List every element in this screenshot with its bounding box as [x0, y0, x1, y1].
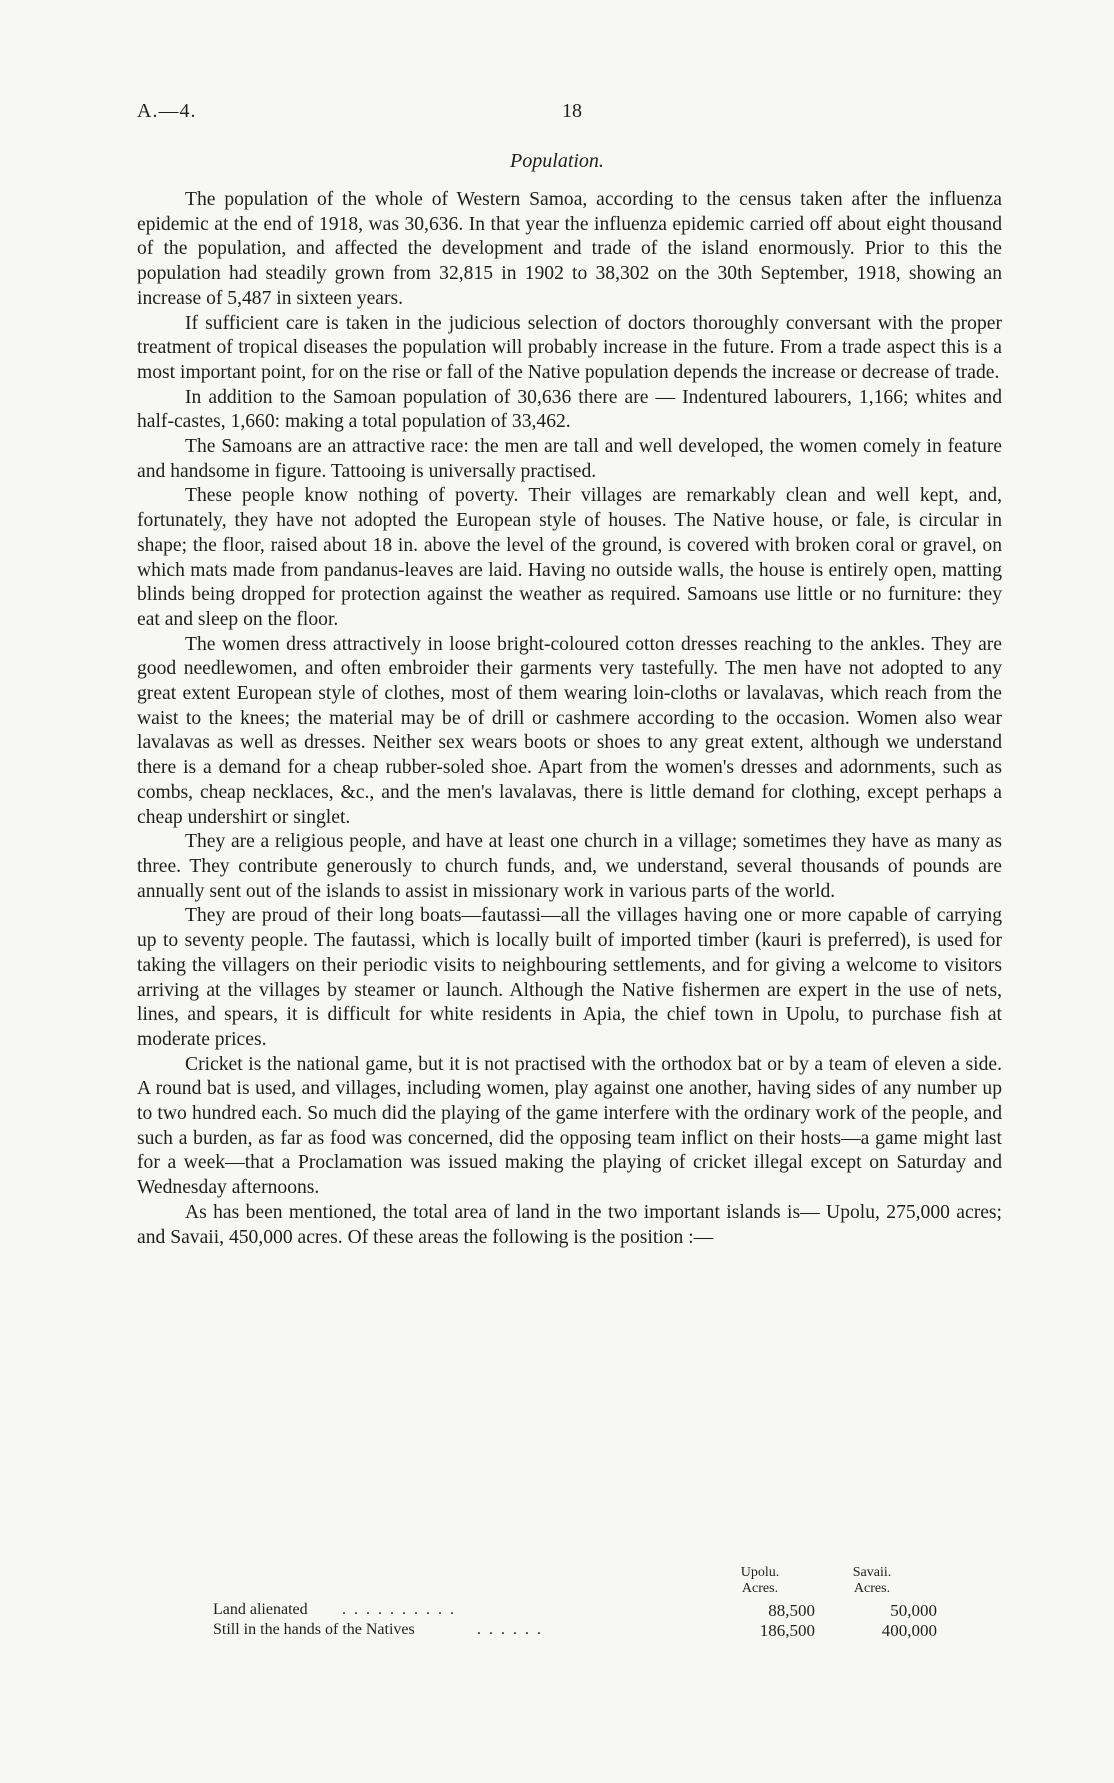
dot-leader: . . . . . . [477, 1621, 543, 1638]
page-header [137, 100, 977, 130]
paragraph: As has been mentioned, the total area of land in the two important islands is— Upolu, 275,000 acres; and Savaii, 450,000 acres. Of these areas the following is the position :— [137, 1201, 1002, 1248]
paragraph: The population of the whole of Western Samoa, according to the census taken after the influenza epidemic at the end of 1918, was 30,636. In that year the influenza epidemic carried off about eight thousand of the population, and affected the development and trade of the island enormously. Prior to this the population had steadily grown from 32,815 in 1902 to 38,302 on the 30th September, 1918, showing an increase of 5,487 in sixteen years. [137, 189, 1002, 309]
section-title: Population. [510, 150, 604, 172]
table-row [137, 1601, 1002, 1621]
table-header-row [137, 1565, 1002, 1601]
savaii-acres: 400,000 [881, 1621, 937, 1640]
column-unit: Acres. [741, 1581, 779, 1596]
paragraph: In addition to the Samoan population of 30,636 there are — Indentured labourers, 1,166; whites and half-castes, 1,660: making a total population of 33,462. [137, 386, 1002, 433]
column-name: Upolu. [740, 1565, 780, 1580]
upolu-acres: 186,500 [759, 1621, 815, 1640]
page-number: 18 [562, 100, 582, 122]
paragraph: The women dress attractively in loose bright-coloured cotton dresses reaching to the ankles. They are good needlewomen, and often embroider their garments very tastefully. The men have not adopted to any great extent European style of clothes, most of them wearing loin-cloths or lavalavas, which reach from the waist to the knees; the material may be of drill or cashmere according to the occasion. Women also wear lavalavas as well as dresses. Neither sex wears boots or shoes to any great extent, although we understand there is a demand for a cheap rubber-soled shoe. Apart from the women's dresses and adornments, such as combs, cheap necklaces, &c., and the men's lavalavas, there is little demand for clothing, except perhaps a cheap undershirt or singlet. [137, 633, 1002, 828]
column-header-upolu [705, 1565, 815, 1597]
column-unit: Acres. [853, 1581, 891, 1596]
column-header-savaii [817, 1565, 927, 1597]
dot-leader: . . . . . . . . . . [342, 1601, 456, 1618]
savaii-acres: 50,000 [890, 1601, 937, 1620]
paragraph: If sufficient care is taken in the judicious selection of doctors thoroughly conversant with the proper treatment of tropical diseases the population will probably increase in the future. From a trade aspect this is a most important point, for on the rise or fall of the Native population depends the increase or decrease of trade. [137, 312, 1002, 383]
row-label: Land alienated [213, 1601, 308, 1618]
land-position-table [137, 1565, 1002, 1641]
paragraph: They are a religious people, and have at least one church in a village; sometimes they have as many as three. They contribute generously to church funds, and, we understand, several thousands of pounds are annually sent out of the islands to assist in missionary work in various parts of the world. [137, 831, 1002, 902]
document-reference: A.—4. [137, 100, 197, 122]
row-label: Still in the hands of the Natives [213, 1621, 415, 1638]
paragraph: The Samoans are an attractive race: the men are tall and well developed, the women comely in feature and handsome in figure. Tattooing is universally practised. [137, 436, 1002, 482]
paragraph: These people know nothing of poverty. Their villages are remarkably clean and well kept, and, fortunately, they have not adopted the European style of houses. The Native house, or fale, is circular in shape; the floor, raised about 18 in. above the level of the ground, is covered with broken coral or gravel, on which mats made from pandanus-leaves are laid. Having no outside walls, the house is entirely open, matting blinds being dropped for protection against the weather as required. Samoans use little or no furniture: they eat and sleep on the floor. [137, 485, 1002, 630]
paragraph: They are proud of their long boats—fautassi—all the villages having one or more capable of carrying up to seventy people. The fautassi, which is locally built of imported timber (kauri is preferred), is used for taking the villagers on their periodic visits to neighbouring settlements, and for giving a welcome to visitors arriving at the villages by steamer or launch. Although the Native fishermen are expert in the use of nets, lines, and spears, it is difficult for white residents in Apia, the chief town in Upolu, to purchase fish at moderate prices. [137, 905, 1002, 1050]
column-name: Savaii. [852, 1565, 892, 1580]
table-row [137, 1621, 1002, 1641]
paragraph: Cricket is the national game, but it is not practised with the orthodox bat or by a team of eleven a side. A round bat is used, and villages, including women, play against one another, having sides of any number up to two hundred each. So much did the playing of the game interfere with the ordinary work of the people, and such a burden, as far as food was concerned, did the opposing team inflict on their hosts—a game might last for a week—that a Proclamation was issued making the playing of cricket illegal except on Saturday and Wednesday afternoons. [137, 1053, 1002, 1199]
upolu-acres: 88,500 [768, 1601, 815, 1620]
body-text [137, 188, 1002, 1250]
